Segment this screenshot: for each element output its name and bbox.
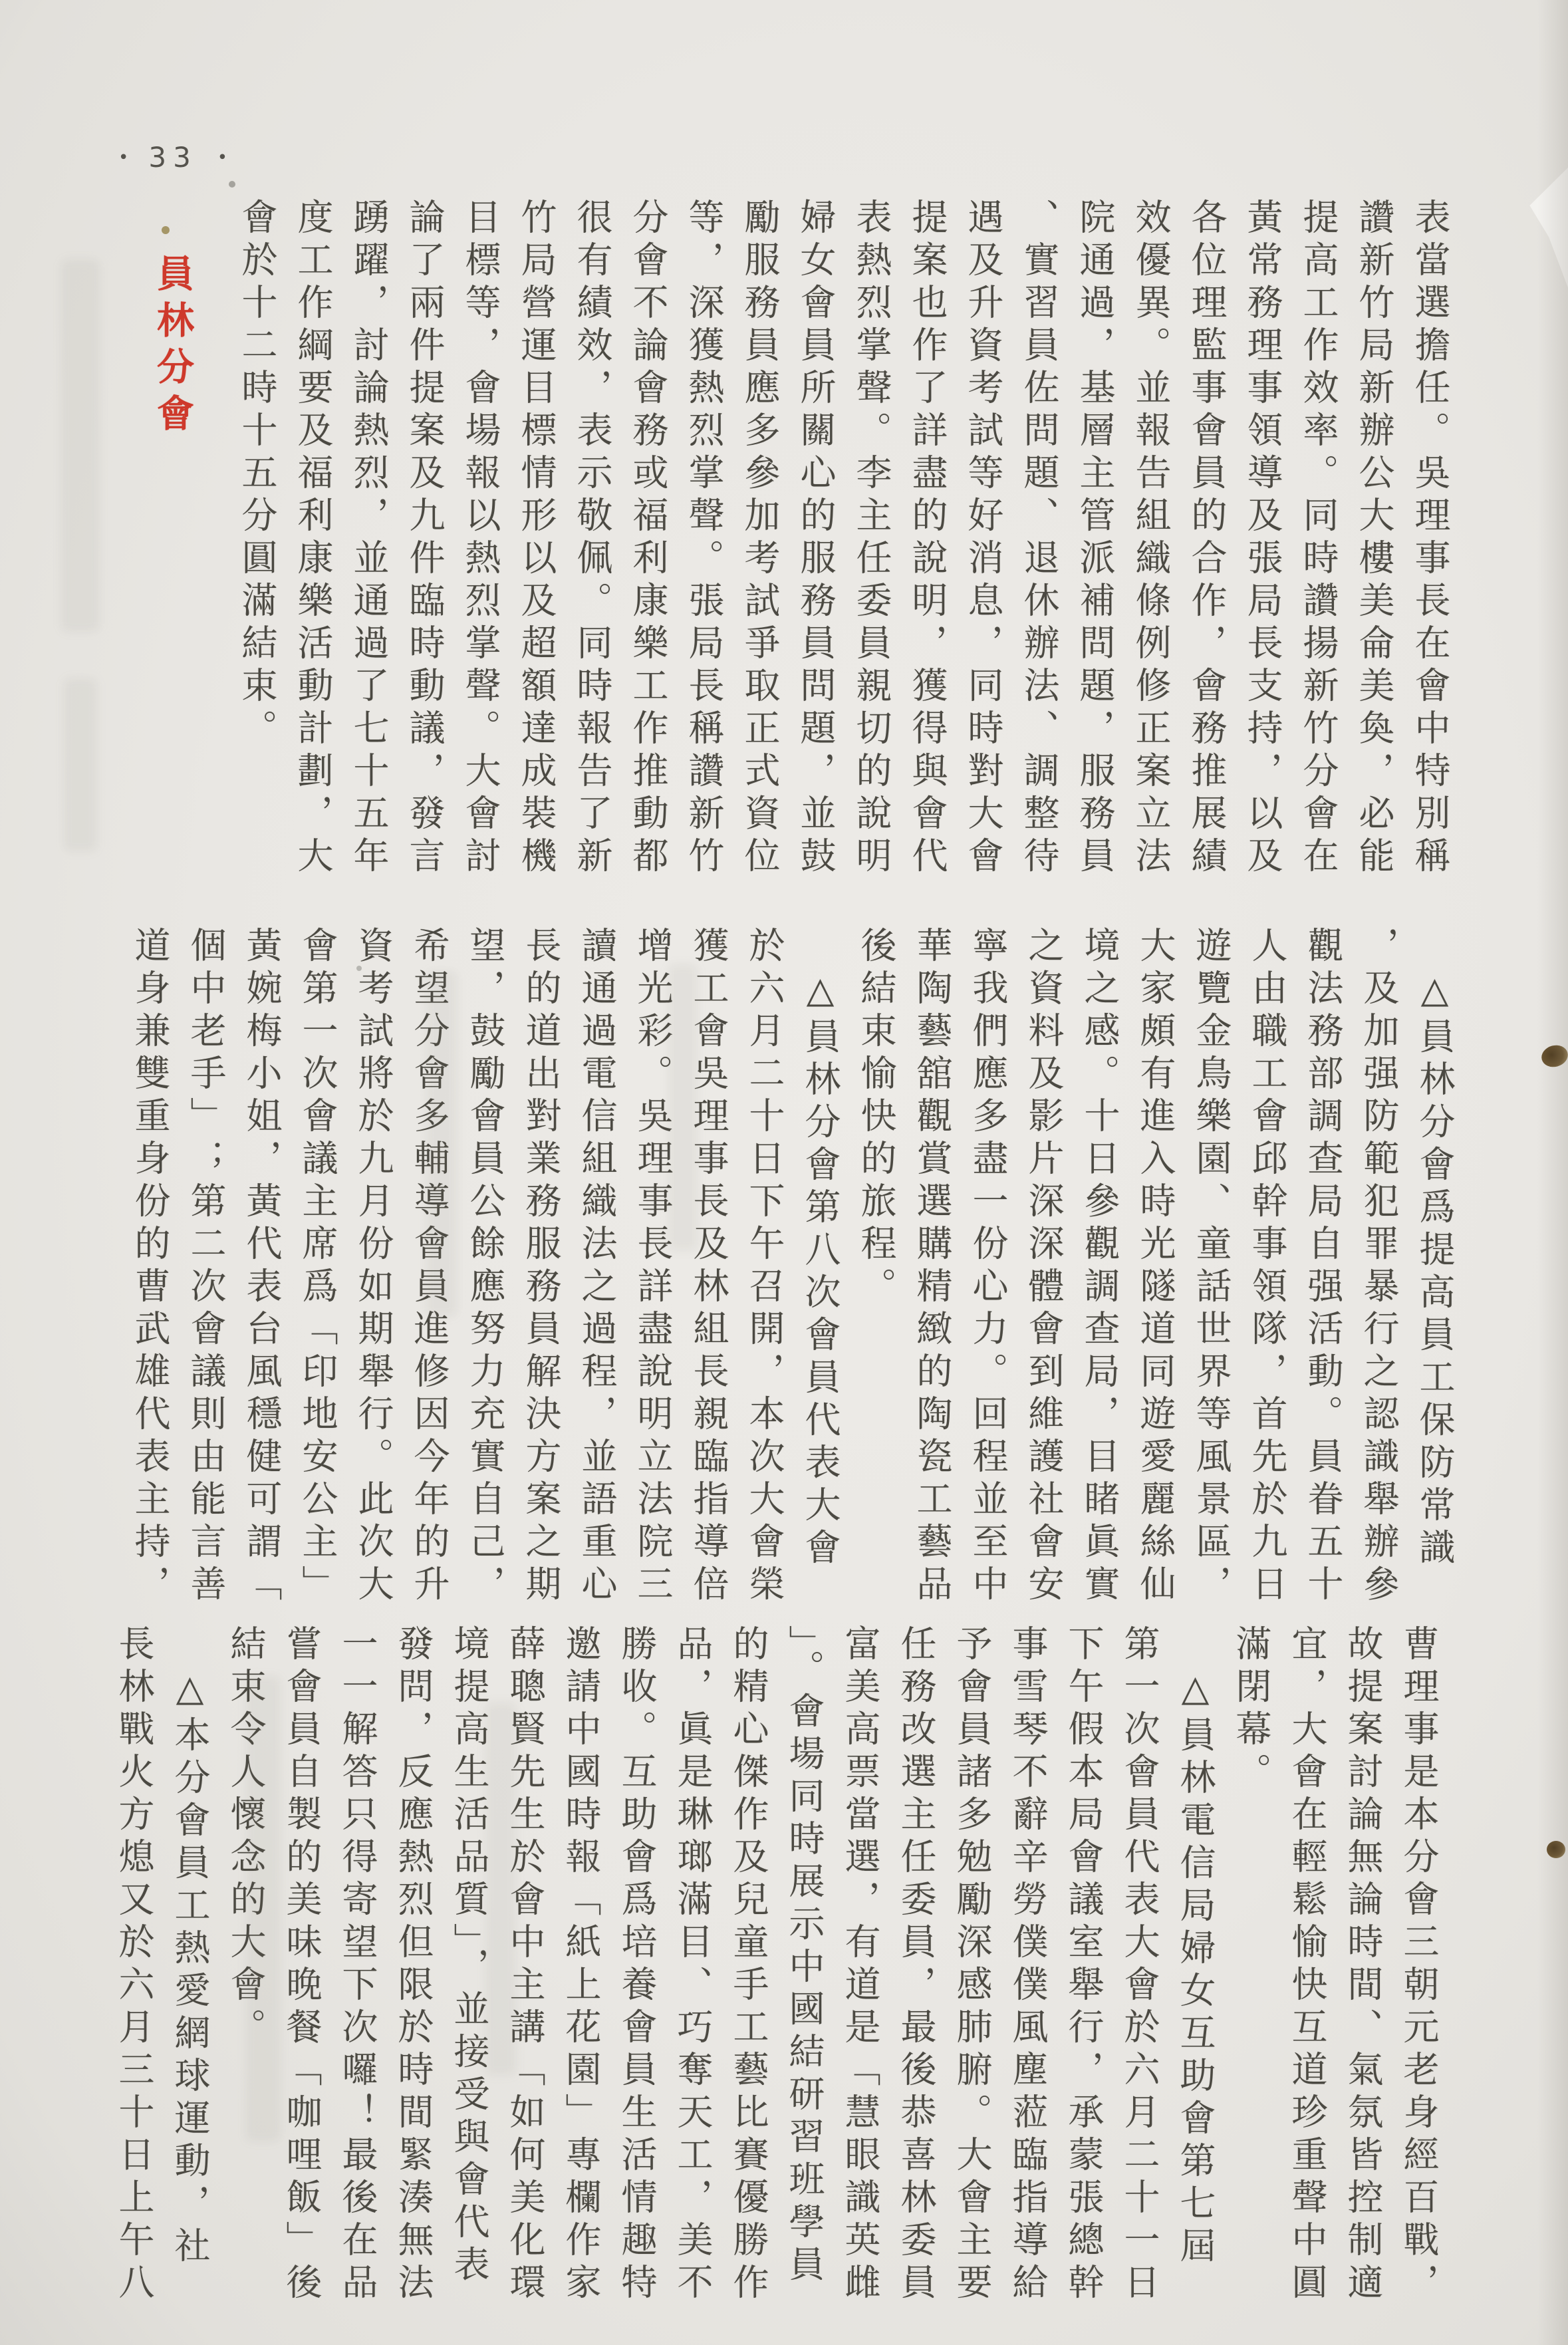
page-number-left-dot-icon: • xyxy=(118,147,129,168)
text-column: 論了兩件提案及九件臨時動議，發言 xyxy=(404,198,446,879)
text-column: 富美高票當選，有道是「慧眼識英雌 xyxy=(839,1625,881,2306)
article-band-top xyxy=(229,198,1458,883)
text-column: 希望分會多輔導會員進修因今年的升 xyxy=(408,926,450,1607)
page-number-right-dot-icon: • xyxy=(217,147,228,168)
text-column: 勝收。互助會爲培養會員生活情趣特 xyxy=(616,1625,658,2306)
text-column: 很有績效，表示敬佩。同時報告了新 xyxy=(571,198,613,879)
text-column: 事雪琴不辭辛勞僕僕風塵蒞臨指導給 xyxy=(1007,1625,1049,2306)
text-column: 宜，大會在輕鬆愉快互道珍重聲中圓 xyxy=(1286,1625,1328,2306)
text-column: 目標等，會場報以熱烈掌聲。大會討 xyxy=(459,198,501,879)
text-column: 資考試將於九月份如期舉行。此次大 xyxy=(352,926,394,1607)
text-column: △員林分會爲提高員工保防常識 xyxy=(1414,926,1456,1571)
text-column: 效優異。並報告組織條例修正案立法 xyxy=(1130,198,1172,879)
text-column: 境之感。十日參觀調查局，目睹眞實 xyxy=(1079,926,1120,1607)
text-column: 嘗會員自製的美味晚餐「咖哩飯」後 xyxy=(281,1625,323,2306)
text-column: 讀通過電信組織法之過程，並語重心 xyxy=(576,926,618,1607)
text-column: 竹局營運目標情形以及超額達成裝機 xyxy=(515,198,557,879)
text-column: 黃婉梅小姐，黃代表台風穩健可謂「 xyxy=(241,926,283,1607)
page-number xyxy=(118,141,227,174)
text-column: 華陶藝舘觀賞選購精緻的陶瓷工藝品 xyxy=(911,926,953,1607)
text-column: 薛聰賢先生於會中主講「如何美化環 xyxy=(504,1625,546,2306)
article-band-middle xyxy=(122,926,1462,1611)
text-column: 提案也作了詳盡的說明，獲得與會代 xyxy=(906,198,948,879)
text-column: 境提高生活品質」，並接受與會代表 xyxy=(448,1625,490,2288)
text-column: 曹理事是本分會三朝元老身經百戰， xyxy=(1398,1625,1440,2306)
text-column: 發問，反應熱烈但限於時間緊湊無法 xyxy=(392,1625,434,2306)
text-column: 品，眞是琳瑯滿目、巧奪天工，美不 xyxy=(672,1625,714,2306)
text-column: 會於十二時十五分圓滿結束。 xyxy=(236,198,278,752)
text-column: ，及加强防範犯罪暴行之認識舉辦參 xyxy=(1358,926,1400,1607)
text-column: 分會不論會務或福利康樂工作推動都 xyxy=(627,198,669,879)
text-column: 長的道出對業務服務員解決方案之期 xyxy=(520,926,562,1607)
section-title: 員林分會 xyxy=(151,254,195,440)
text-column: 各位理監事會員的合作，會務推展績 xyxy=(1186,198,1228,879)
binding-shadow xyxy=(1537,0,1568,2345)
text-column: 表熱烈掌聲。李主任委員親切的說明 xyxy=(850,198,892,879)
text-column: 等，深獲熱烈掌聲。張局長稱讚新竹 xyxy=(683,198,725,879)
text-column: 遊覽金鳥樂園、童話世界等風景區， xyxy=(1190,926,1232,1607)
text-column: △員林電信局婦女互助會第七屆 xyxy=(1174,1625,1216,2269)
text-column: 道身兼雙重身份的曹武雄代表主持， xyxy=(129,926,171,1607)
bleed-through-mark xyxy=(64,678,97,851)
paper-speck xyxy=(229,181,235,188)
article-band-bottom xyxy=(106,1625,1446,2310)
text-column: △本分會員工熱愛網球運動，社 xyxy=(169,1625,211,2269)
text-column: 提高工作效率。同時讚揚新竹分會在 xyxy=(1297,198,1339,879)
text-column: 之資料及影片深深體會到維護社會安 xyxy=(1023,926,1065,1607)
text-column: 邀請中國時報「紙上花園」專欄作家 xyxy=(560,1625,602,2306)
punch-hole xyxy=(1547,1841,1565,1858)
text-column: 觀法務部調查局自强活動。員眷五十 xyxy=(1302,926,1344,1607)
text-column: 長林戰火方熄又於六月三十日上午八 xyxy=(113,1625,155,2306)
text-column: 黃常務理事領導及張局長支持，以及 xyxy=(1241,198,1283,879)
text-column: 遇及升資考試等好消息，同時對大會 xyxy=(962,198,1004,879)
text-column: 予會員諸多勉勵深感肺腑。大會主要 xyxy=(951,1625,993,2306)
ink-stain xyxy=(162,226,170,234)
text-column: 第一次會員代表大會於六月二十一日 xyxy=(1118,1625,1160,2306)
text-column: 」。會場同時展示中國結研習班學員 xyxy=(783,1625,825,2288)
text-column: 度工作綱要及福利康樂活動計劃，大 xyxy=(292,198,334,879)
text-column: 勵服務員應多參加考試爭取正式資位 xyxy=(739,198,781,879)
text-column: 望，鼓勵會員公餘應努力充實自己， xyxy=(464,926,506,1607)
text-column: 個中老手」；第二次會議則由能言善 xyxy=(185,926,227,1607)
text-column: 表當選擔任。吳理事長在會中特別稱 xyxy=(1409,198,1451,879)
text-column: 增光彩。吳理事長詳盡說明立法院三 xyxy=(632,926,674,1607)
text-column: 、實習員佐問題、退休辦法、調整待 xyxy=(1018,198,1060,879)
page-number-value: 33 xyxy=(148,141,197,174)
text-column: △員林分會第八次會員代表大會 xyxy=(799,926,841,1571)
text-column: 讚新竹局新辦公大樓美侖美奐，必能 xyxy=(1353,198,1395,879)
paper-tear xyxy=(1525,168,1568,294)
text-column: 婦女會員所關心的服務員問題，並鼓 xyxy=(795,198,837,879)
text-column: 故提案討論無論時間、氣氛皆控制適 xyxy=(1342,1625,1384,2306)
text-column: 會第一次會議主席爲「印地安公主」 xyxy=(297,926,338,1607)
text-column: 獲工會吳理事長及林組長親臨指導倍 xyxy=(688,926,729,1607)
text-column: 滿閉幕。 xyxy=(1230,1625,1272,1795)
text-column: 踴躍，討論熱烈，並通過了七十五年 xyxy=(348,198,390,879)
text-column: 大家頗有進入時光隧道同遊愛麗絲仙 xyxy=(1134,926,1176,1607)
text-column: 的精心傑作及兒童手工藝比賽優勝作 xyxy=(727,1625,769,2306)
text-column: 一一解答只得寄望下次囉！最後在品 xyxy=(336,1625,378,2306)
text-column: 後結束愉快的旅程。 xyxy=(855,926,897,1310)
paper-speck xyxy=(356,966,362,971)
bleed-through-mark xyxy=(61,259,100,632)
text-column: 結束令人懷念的大會。 xyxy=(225,1625,267,2050)
text-column: 人由職工會邱幹事領隊，首先於九日 xyxy=(1246,926,1288,1607)
punch-hole xyxy=(1539,1042,1568,1069)
text-column: 任務改選主任委員，最後恭喜林委員 xyxy=(895,1625,937,2306)
text-column: 寧我們應多盡一份心力。回程並至中 xyxy=(967,926,1009,1607)
text-column: 院通過，基層主管派補問題，服務員 xyxy=(1074,198,1116,879)
text-column: 於六月二十日下午召開，本次大會榮 xyxy=(743,926,785,1607)
text-column: 下午假本局會議室舉行，承蒙張總幹 xyxy=(1063,1625,1105,2306)
